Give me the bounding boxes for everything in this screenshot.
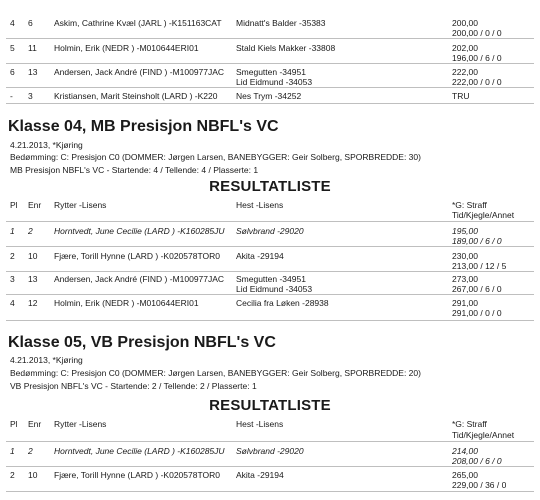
- row-divider: [6, 294, 534, 295]
- class-summary: MB Presisjon NBFL's VC - Startende: 4 / Tellende: 4 / Plasserte: 1: [10, 165, 259, 175]
- row-divider: [6, 320, 534, 321]
- placement: 2: [10, 470, 15, 480]
- result-total: TRU: [452, 91, 470, 101]
- entry-number: 11: [28, 43, 37, 53]
- result-total: 202,00: [452, 43, 478, 53]
- horse-license: Sølvbrand -29020: [236, 446, 304, 456]
- rider-license: Askim, Cathrine Kvæl (JARL ) -K151163CAT: [54, 18, 222, 28]
- header-horse: Hest -Lisens: [236, 200, 284, 210]
- result-total: 214,00: [452, 446, 478, 456]
- placement: 4: [10, 18, 15, 28]
- class-title: Klasse 04, MB Presisjon NBFL's VC: [8, 118, 279, 135]
- placement: 1: [10, 226, 15, 236]
- row-divider: [6, 87, 534, 88]
- row-divider: [6, 441, 534, 442]
- result-total: 265,00: [452, 470, 478, 480]
- rider-license: Fjære, Torill Hynne (LARD ) -K020578TOR0: [54, 470, 220, 480]
- entry-number: 2: [28, 446, 33, 456]
- entry-number: 13: [28, 67, 38, 77]
- entry-number: 12: [28, 298, 38, 308]
- placement: -: [10, 91, 13, 101]
- horse-license: Lid Eidmund -34053: [236, 77, 313, 87]
- row-divider: [6, 103, 534, 104]
- horse-license: Smegutten -34951: [236, 67, 306, 77]
- rider-license: Andersen, Jack André (FIND ) -M100977JAC: [54, 274, 225, 284]
- result-detail: 291,00 / 0 / 0: [452, 308, 502, 318]
- class-date: 4.21.2013, *Kjøring: [10, 140, 83, 150]
- horse-license: Smegutten -34951: [236, 274, 306, 284]
- entry-number: 10: [28, 470, 38, 480]
- result-list-title: RESULTATLISTE: [209, 397, 331, 414]
- horse-license: Akita -29194: [236, 251, 284, 261]
- entry-number: 2: [28, 226, 33, 236]
- rider-license: Fjære, Torill Hynne (LARD ) -K020578TOR0: [54, 251, 220, 261]
- rider-license: Andersen, Jack André (FIND ) -M100977JAC: [54, 67, 225, 77]
- header-rider: Rytter -Lisens: [54, 419, 107, 429]
- result-detail: 222,00 / 0 / 0: [452, 77, 502, 87]
- result-list-title: RESULTATLISTE: [209, 178, 331, 195]
- row-divider: [6, 246, 534, 247]
- class-judging: Bedømming: C: Presisjon C0 (DOMMER: Jørgen Larsen, BANEBYGGER: Geir Solberg, SPORBREDDE: 30): [10, 152, 421, 162]
- result-detail: 189,00 / 6 / 0: [452, 236, 502, 246]
- row-divider: [6, 221, 534, 222]
- result-total: 195,00: [452, 226, 478, 236]
- result-total: 222,00: [452, 67, 478, 77]
- result-detail: 229,00 / 36 / 0: [452, 480, 507, 490]
- entry-number: 3: [28, 91, 33, 101]
- row-divider: [6, 271, 534, 272]
- result-detail: 213,00 / 12 / 5: [452, 261, 507, 271]
- rider-license: Horntvedt, June Cecilie (LARD ) -K160285JU: [54, 446, 225, 456]
- rider-license: Horntvedt, June Cecilie (LARD ) -K160285JU: [54, 226, 225, 236]
- row-divider: [6, 466, 534, 467]
- class-date: 4.21.2013, *Kjøring: [10, 355, 83, 365]
- result-total: 291,00: [452, 298, 478, 308]
- result-detail: 200,00 / 0 / 0: [452, 28, 502, 38]
- class-title: Klasse 05, VB Presisjon NBFL's VC: [8, 334, 276, 351]
- header-time: Tid/Kjegle/Annet: [452, 430, 515, 440]
- horse-license: Lid Eidmund -34053: [236, 284, 313, 294]
- result-total: 273,00: [452, 274, 478, 284]
- result-detail: 267,00 / 6 / 0: [452, 284, 502, 294]
- row-divider: [6, 63, 534, 64]
- rider-license: Holmin, Erik (NEDR ) -M010644ERI01: [54, 298, 199, 308]
- class-judging: Bedømming: C: Presisjon C0 (DOMMER: Jørgen Larsen, BANEBYGGER: Geir Solberg, SPORBREDDE: 20): [10, 368, 421, 378]
- result-detail: 196,00 / 6 / 0: [452, 53, 502, 63]
- placement: 3: [10, 274, 15, 284]
- placement: 2: [10, 251, 15, 261]
- rider-license: Kristiansen, Marit Steinsholt (LARD ) -K220: [54, 91, 218, 101]
- placement: 4: [10, 298, 15, 308]
- header-enr: Enr: [28, 419, 42, 429]
- header-enr: Enr: [28, 200, 42, 210]
- horse-license: Nes Trym -34252: [236, 91, 302, 101]
- header-pl: Pl: [10, 419, 18, 429]
- result-total: 230,00: [452, 251, 478, 261]
- placement: 5: [10, 43, 15, 53]
- horse-license: Midnatt's Balder -35383: [236, 18, 326, 28]
- placement: 6: [10, 67, 15, 77]
- horse-license: Sølvbrand -29020: [236, 226, 304, 236]
- placement: 1: [10, 446, 15, 456]
- entry-number: 13: [28, 274, 38, 284]
- entry-number: 10: [28, 251, 38, 261]
- rider-license: Holmin, Erik (NEDR ) -M010644ERI01: [54, 43, 199, 53]
- header-penalty: *G: Straff: [452, 200, 487, 210]
- horse-license: Cecilia fra Løken -28938: [236, 298, 329, 308]
- header-penalty: *G: Straff: [452, 419, 487, 429]
- class-summary: VB Presisjon NBFL's VC - Startende: 2 / Tellende: 2 / Plasserte: 1: [10, 381, 257, 391]
- result-detail: 208,00 / 6 / 0: [452, 456, 502, 466]
- header-horse: Hest -Lisens: [236, 419, 284, 429]
- entry-number: 6: [28, 18, 33, 28]
- header-pl: Pl: [10, 200, 18, 210]
- result-total: 200,00: [452, 18, 478, 28]
- header-time: Tid/Kjegle/Annet: [452, 210, 515, 220]
- horse-license: Stald Kiels Makker -33808: [236, 43, 336, 53]
- horse-license: Akita -29194: [236, 470, 284, 480]
- header-rider: Rytter -Lisens: [54, 200, 107, 210]
- row-divider: [6, 38, 534, 39]
- row-divider: [6, 491, 534, 492]
